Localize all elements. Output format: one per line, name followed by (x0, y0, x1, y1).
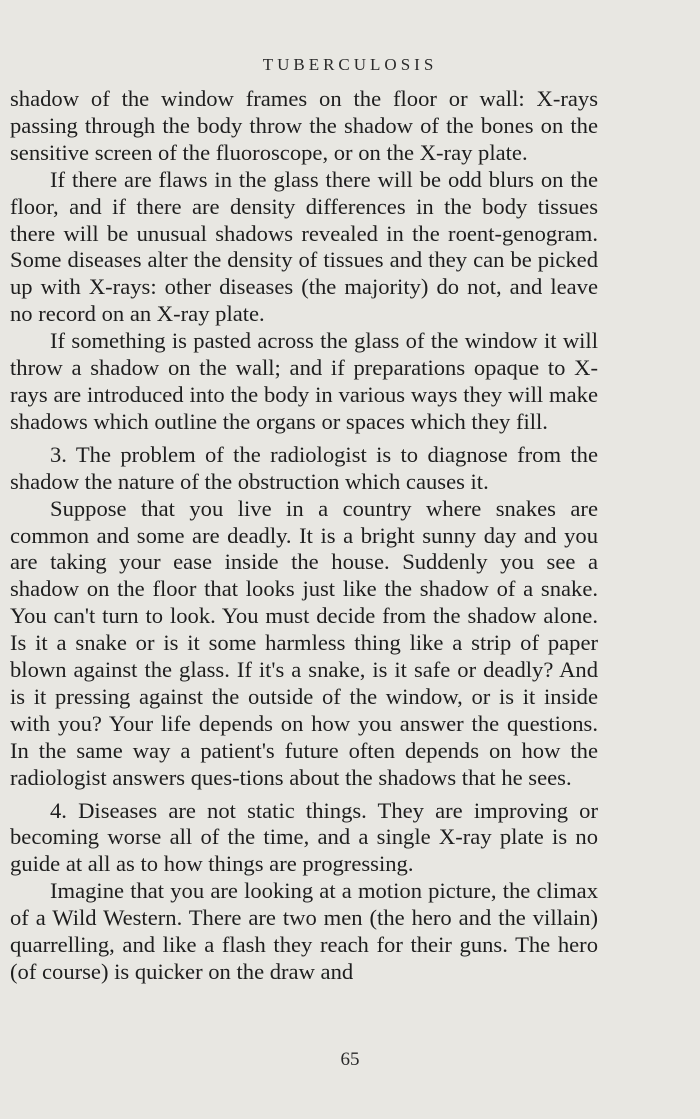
paragraph-numbered-4: 4. Diseases are not static things. They are improving or becoming worse all of the time, and a single X-ray plate is no guide at all as to how things are progressing. (10, 797, 598, 877)
paragraph: Suppose that you live in a country where snakes are common and some are deadly. It is a bright sunny day and you are taking your ease inside the house. Suddenly you see a shadow on the floor that looks just like the shadow of a snake. You can't turn to look. You must decide from the shadow alone. Is it a snake or is it some harmless thing like a strip of paper blown against the glass. If it's a snake, is it safe or deadly? And is it pressing against the outside of the window, or is it inside with you? Your life depends on how you answer the questions. In the same way a patient's future often depends on how the radiologist answers ques-tions about the shadows that he sees. (10, 495, 598, 790)
running-head: TUBERCULOSIS (262, 55, 438, 74)
body-text (10, 86, 598, 986)
paragraph-continuation: shadow of the window frames on the floor or wall: X-rays passing through the body throw the shadow of the bones on the sensitive screen of the fluoroscope, or on the X-ray plate. (10, 86, 598, 165)
paragraph: If something is pasted across the glass of the window it will throw a shadow on the wall; and if preparations opaque to X-rays are introduced into the body in various ways they will make shadows which outline the organs or spaces which they fill. (10, 328, 598, 434)
paragraph: Imagine that you are looking at a motion picture, the climax of a Wild Western. There are two men (the hero and the villain) quarrelling, and like a flash they reach for their guns. The hero (of course) is quicker on the draw and (10, 878, 598, 984)
paragraph-numbered-3: 3. The problem of the radiologist is to diagnose from the shadow the nature of the obstruction which causes it. (10, 441, 598, 494)
page-number: 65 (340, 1049, 360, 1070)
paragraph: If there are flaws in the glass there will be odd blurs on the floor, and if there are density differences in the body tissues there will be unusual shadows revealed in the roent-genogram. Some diseases alter the density of tissues and they can be picked up with X-rays: other diseases (the majority) do not, and leave no record on an X-ray plate. (10, 166, 598, 327)
